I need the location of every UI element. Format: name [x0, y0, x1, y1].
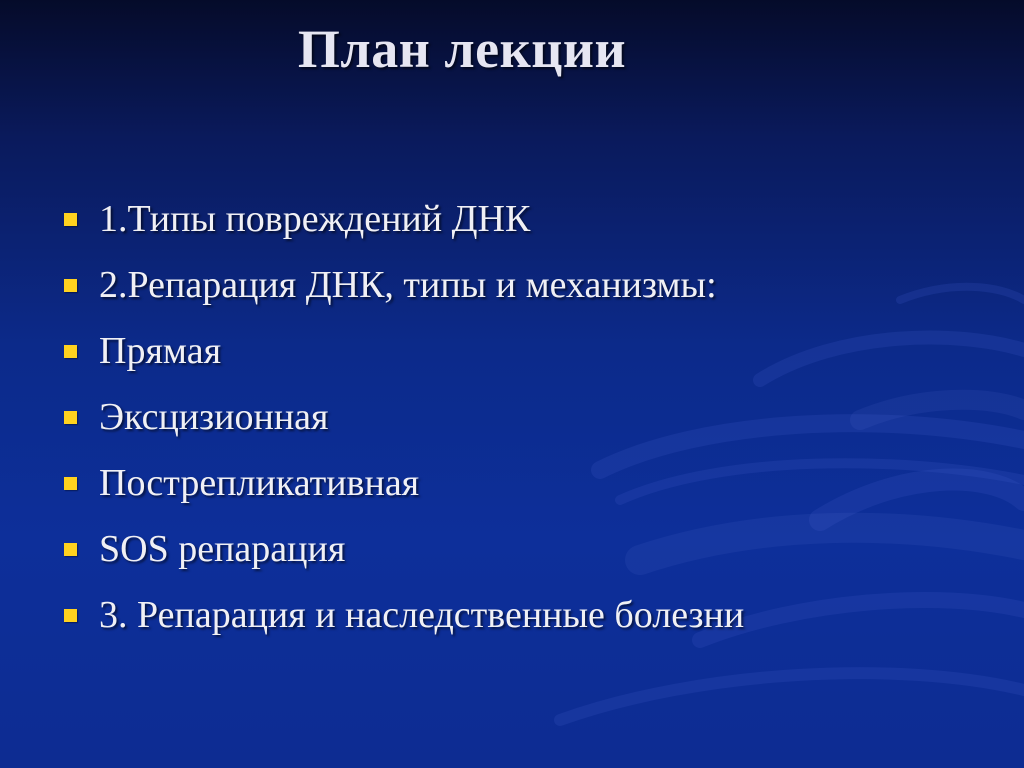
bullet-item — [64, 384, 744, 450]
bullet-item — [64, 450, 744, 516]
bullet-item — [64, 516, 744, 582]
bullet-text: Прямая — [99, 330, 222, 372]
bullet-text: SOS репарация — [99, 528, 346, 570]
square-bullet-icon — [64, 609, 77, 622]
bullet-item — [64, 252, 744, 318]
bullet-text: 2.Репарация ДНК, типы и механизмы: — [99, 264, 717, 306]
bullet-text: Эксцизионная — [99, 396, 329, 438]
square-bullet-icon — [64, 477, 77, 490]
square-bullet-icon — [64, 279, 77, 292]
slide-title: План лекции — [297, 19, 627, 79]
bullet-item — [64, 318, 744, 384]
square-bullet-icon — [64, 411, 77, 424]
bullet-text: Пострепликативная — [99, 462, 420, 504]
bullet-item — [64, 582, 744, 648]
bullet-text: 1.Типы повреждений ДНК — [99, 198, 531, 240]
square-bullet-icon — [64, 345, 77, 358]
square-bullet-icon — [64, 213, 77, 226]
bullet-text: 3. Репарация и наследственные болезни — [99, 594, 745, 636]
bullet-item — [64, 186, 744, 252]
square-bullet-icon — [64, 543, 77, 556]
bullet-list — [64, 186, 744, 648]
